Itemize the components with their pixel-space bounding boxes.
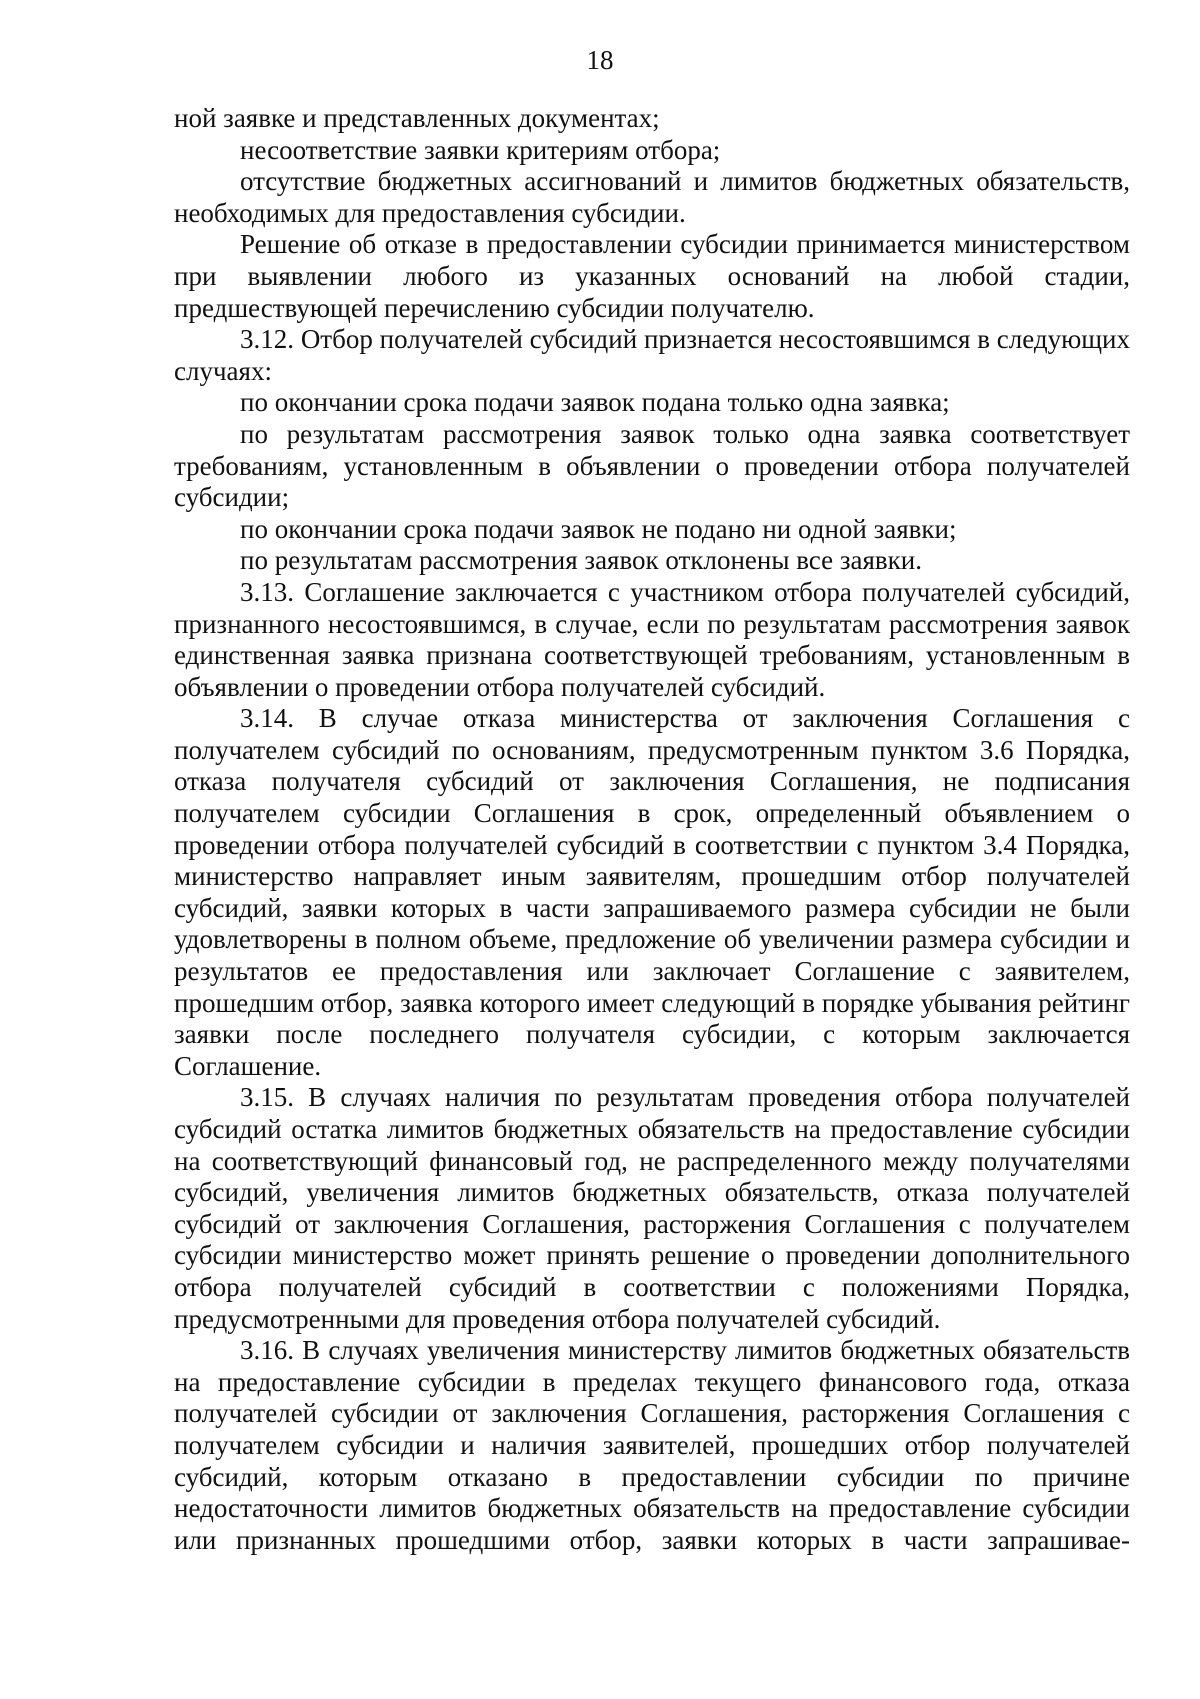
document-body [174, 103, 1130, 1556]
clause-3-16: 3.16. В случаях увеличения министерству лимитов бюджетных обязательств на предоставление субсидии в пределах текущего финансового года, отказа получателей субсидии от заключения Соглашения, расторжения Соглашения с получателем субсидии и наличия заявителей, прошедших отбор получателей субсидий, которым отказано в предоставлении субсидии по причине недостаточности лимитов бюджетных обязательств на предоставление субсидии или признанных прошедшими отбор, заявки которых в части запрашивае- [174, 1335, 1130, 1555]
paragraph-refusal-decision: Решение об отказе в предоставлении субсидии принимается министерством при выявлении любого из указанных оснований на любой стадии, предшествующей перечислению субсидии получателю. [174, 229, 1130, 323]
list-item-noncompliance: несоответствие заявки критериям отбора; [240, 134, 721, 165]
list-item-single-compliant: по результатам рассмотрения заявок только одна заявка соответствует требованиям, установленным в объявлении о проведении отбора получателей субсидии; [174, 418, 1130, 513]
clause-3-14: 3.14. В случае отказа министерства от заключения Соглашения с получателем субсидий по основаниям, предусмотренным пунктом 3.6 Порядка, отказа получателя субсидий от заключения Соглашения, не подписания получателем субсидии Соглашения в срок, определенный объявлением о проведении отбора получателей субсидий в соответствии с пунктом 3.4 Порядка, министерство направляет иным заявителям, прошедшим отбор получателей субсидий, заявки которых в части запрашиваемого размера субсидии не были удовлетворены в полном объеме, предложение об увеличении размера субсидии и результатов ее предоставления или заключает Соглашение с заявителем, прошедшим отбор, заявка которого имеет следующий в порядке убывания рейтинг заявки после последнего получателя субсидии, с которым заключается Соглашение. [174, 703, 1130, 1081]
list-item-no-appropriations: отсутствие бюджетных ассигнований и лимитов бюджетных обязательств, необходимых для предоставления субсидии. [174, 166, 1130, 228]
clause-3-15: 3.15. В случаях наличия по результатам проведения отбора получателей субсидий остатка лимитов бюджетных обязательств на предоставление субсидии на соответствующий финансовый год, не распределенного между получателями субсидий, увеличения лимитов бюджетных обязательств, отказа получателей субсидий от заключения Соглашения, расторжения Соглашения с получателем субсидии министерство может принять решение о проведении дополнительного отбора получателей субсидий в соответствии с положениями Порядка, предусмотренными для проведения отбора получателей субсидий. [174, 1082, 1130, 1334]
clause-3-13: 3.13. Соглашение заключается с участником отбора получателей субсидий, признанного несостоявшимся, в случае, если по результатам рассмотрения заявок единственная заявка признана соответствующей требованиям, установленным в объявлении о проведении отбора получателей субсидий. [174, 576, 1130, 702]
page-number: 18 [586, 45, 614, 75]
clause-3-12: 3.12. Отбор получателей субсидий признается несостоявшимся в следующих случаях: [174, 324, 1130, 386]
list-item-single-application: по окончании срока подачи заявок подана только одна заявка; [240, 387, 950, 418]
list-item-no-applications: по окончании срока подачи заявок не подано ни одной заявки; [240, 513, 957, 544]
list-item-all-rejected: по результатам рассмотрения заявок отклонены все заявки. [240, 545, 922, 576]
paragraph-continuation: ной заявке и представленных документах; [174, 103, 660, 133]
